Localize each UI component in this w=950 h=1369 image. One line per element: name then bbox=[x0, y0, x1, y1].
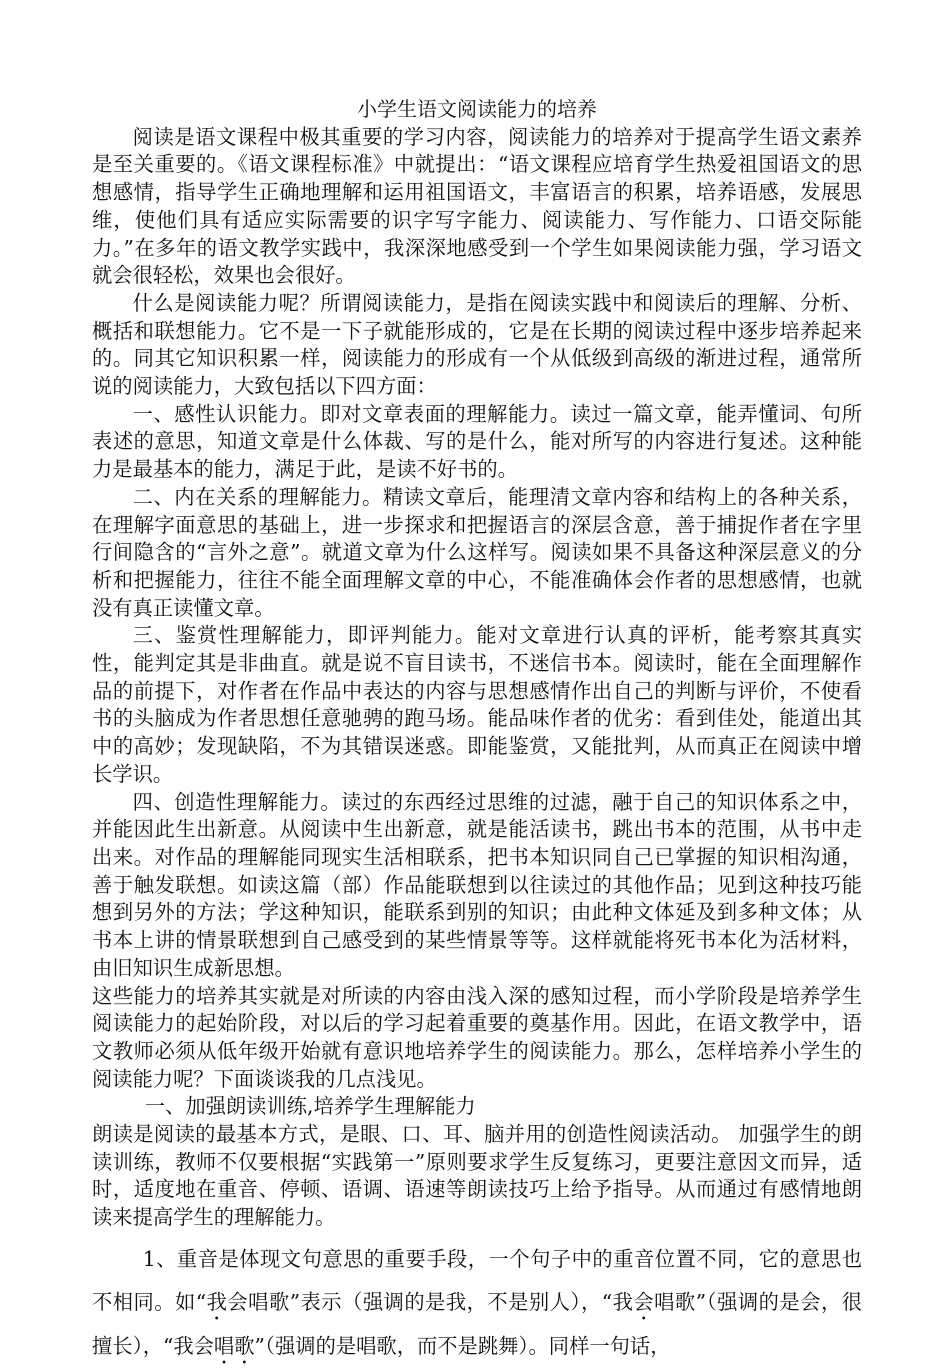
document-body bbox=[92, 96, 862, 1369]
stress-text-c: 会唱歌”表示（强调的是我，不是别人），“我 bbox=[227, 1289, 634, 1314]
section-heading-1: 一、加强朗读训练,培养学生理解能力 bbox=[144, 1094, 476, 1119]
paragraph-summary: 这些能力的培养其实就是对所读的内容由浅入深的感知过程，而小学阶段是培养学生阅读能力的起始阶段，对以后的学习起着重要的奠基作用。因此，在语文教学中，语文教师必须从低年级开始就有意识地培养学生的阅读能力。那么，怎样培养小学生的阅读能力呢？下面谈谈我的几点浅见。 bbox=[92, 983, 862, 1091]
paragraph-intro: 阅读是语文课程中极其重要的学习内容，阅读能力的培养对于提高学生语文素养是至关重要的。《语文课程标准》中就提出：“语文课程应培育学生热爱祖国语文的思想感情，指导学生正确地理解和运用祖国语文，丰富语言的积累，培养语感，发展思维，使他们具有适应实际需要的识字写字能力、阅读能力、写作能力、口语交际能力。”在多年的语文教学实践中，我深深地感受到一个学生如果阅读能力强，学习语文就会很轻松，效果也会很好。 bbox=[92, 124, 862, 288]
paragraph-ability-2: 二、内在关系的理解能力。精读文章后，能理清文章内容和结构上的各种关系，在理解字面意思的基础上，进一步探求和把握语言的深层含意，善于捕捉作者在字里行间隐含的“言外之意”。就道文章为什么这样写。阅读如果不具备这种深层意义的分析和把握能力，往往不能全面理解文章的中心，不能准确体会作者的思想感情，也就没有真正读懂文章。 bbox=[92, 484, 862, 620]
paragraph-definition: 什么是阅读能力呢？所谓阅读能力，是指在阅读实践中和阅读后的理解、分析、概括和联想能力。它不是一下子就能形成的，它是在长期的阅读过程中逐步培养起来的。同其它知识积累一样，阅读能力的形成有一个从低级到高级的渐进过程，通常所说的阅读能力，大致包括以下四方面： bbox=[92, 290, 862, 399]
stress-emphasis-changge: 唱歌 bbox=[213, 1333, 255, 1358]
stress-emphasis-hui: 会 bbox=[633, 1289, 655, 1314]
stress-text-e: 唱歌”（强调的是会，很擅长），“我会 bbox=[92, 1289, 862, 1358]
stress-emphasis-wo: 我 bbox=[206, 1289, 228, 1314]
stress-text-g: ”（强调的是唱歌，而不是跳舞）。同样一句话， bbox=[254, 1333, 671, 1358]
paragraph-reading-aloud: 朗读是阅读的最基本方式，是眼、口、耳、脑并用的创造性阅读活动。 加强学生的朗读训练，教师不仅要根据“实践第一”原则要求学生反复练习，更要注意因文而异，适时，适度地在重音、停顿、语调、语速等朗读技巧上给予指导。从而通过有感情地朗读来提高学生的理解能力。 bbox=[92, 1122, 862, 1230]
paragraph-ability-1: 一、感性认识能力。即对文章表面的理解能力。读过一篇文章，能弄懂词、句所表述的意思，知道文章是什么体裁、写的是什么，能对所写的内容进行复述。这种能力是最基本的能力，满足于此，是读不好书的。 bbox=[92, 401, 862, 482]
stress-text-a: 1、重音是体现文句意思的重要手段，一个句子中的重音位置不同，它的意思也不相同。如“ bbox=[92, 1246, 862, 1314]
paragraph-stress bbox=[92, 1238, 862, 1369]
document-title: 小学生语文阅读能力的培养 bbox=[357, 97, 597, 121]
paragraph-ability-4: 四、创造性理解能力。读过的东西经过思维的过滤，融于自己的知识体系之中，并能因此生出新意。从阅读中生出新意，就是能活读书，跳出书本的范围，从书中走出来。对作品的理解能同现实生活相联系，把书本知识同自己已掌握的知识相沟通，善于触发联想。如读这篇（部）作品能联想到以往读过的其他作品；见到这种技巧能想到另外的方法；学这种知识，能联系到别的知识；由此种文体延及到多种文体；从书本上讲的情景联想到自己感受到的某些情景等等。这样就能将死书本化为活材料，由旧知识生成新思想。 bbox=[92, 789, 862, 980]
paragraph-ability-3: 三、鉴赏性理解能力，即评判能力。能对文章进行认真的评析，能考察其真实性，能判定其是非曲直。就是说不盲目读书，不迷信书本。阅读时，能在全面理解作品的前提下，对作者在作品中表达的内容与思想感情作出自己的判断与评价，不使看书的头脑成为作者思想任意驰骋的跑马场。能品味作者的优劣：看到佳处，能道出其中的高妙；发现缺陷，不为其错误迷惑。即能鉴赏，又能批判，从而真正在阅读中增长学识。 bbox=[92, 623, 862, 786]
